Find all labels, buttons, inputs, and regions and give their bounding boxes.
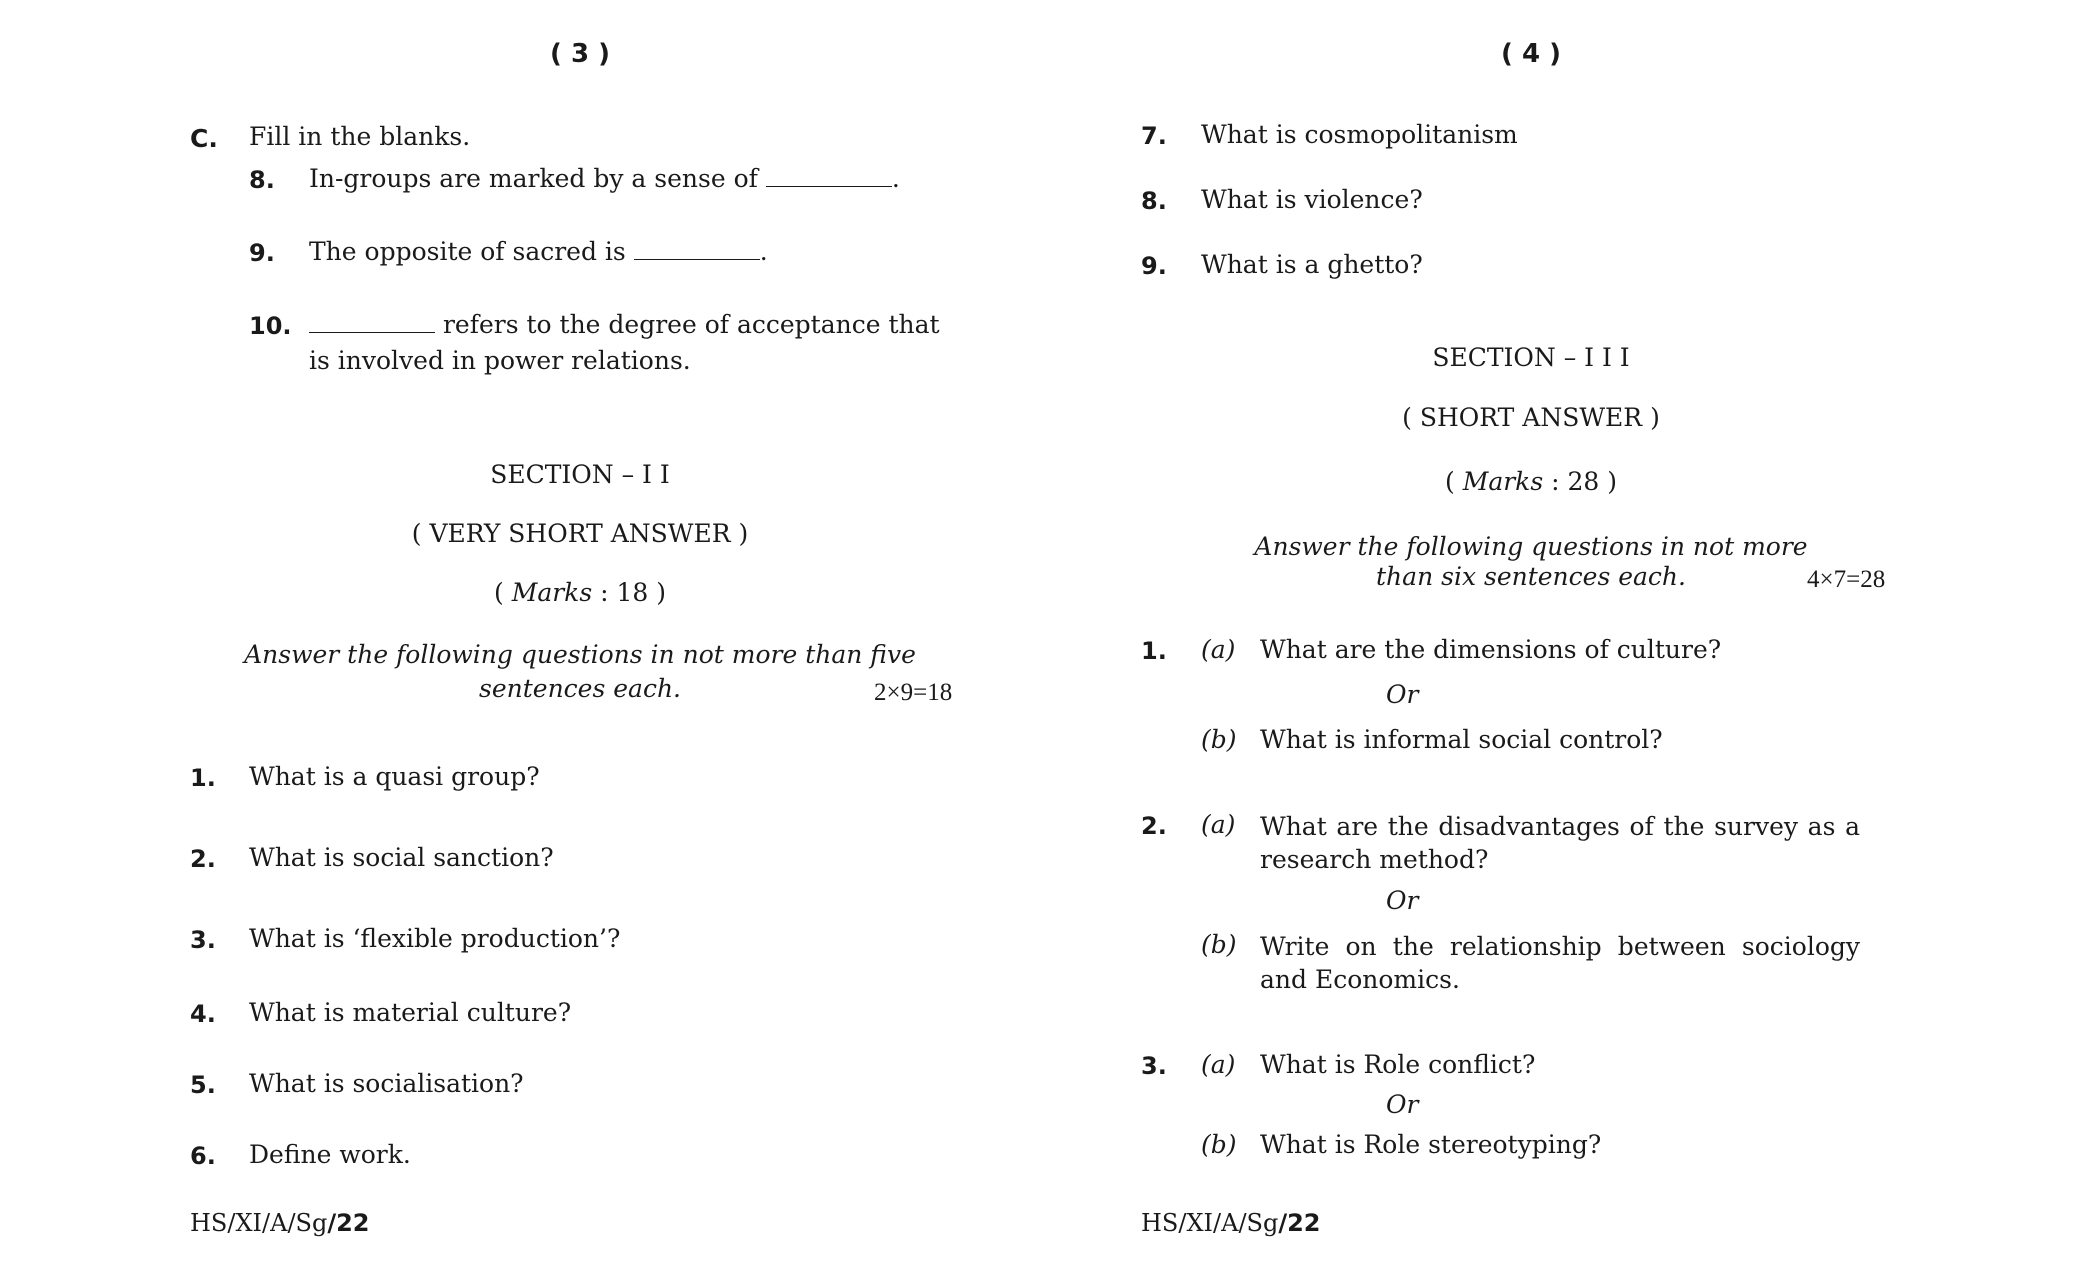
or-label: Or	[1386, 680, 1419, 709]
option-text: What is informal social control?	[1260, 725, 1663, 754]
instruction-line: Answer the following questions in not more	[1254, 532, 1808, 561]
blank-line	[634, 258, 760, 260]
blank-line	[766, 185, 892, 187]
question-text: What is social sanction?	[249, 843, 554, 872]
section-heading: SECTION – I I I	[1432, 343, 1630, 372]
fill-item-number: 8.	[249, 166, 275, 194]
question-text: What is a quasi group?	[249, 762, 540, 791]
question-number: 4.	[190, 1000, 216, 1028]
fill-item-text-before: In-groups are marked by a sense of	[309, 164, 758, 193]
marks-open: (	[494, 578, 504, 607]
footer-code-suffix: /22	[1278, 1209, 1321, 1237]
section-subheading: ( SHORT ANSWER )	[1402, 403, 1660, 432]
marks-formula: 4×7=28	[1807, 566, 1886, 593]
option-label: (a)	[1201, 810, 1236, 839]
question-number: 1.	[190, 764, 216, 792]
fill-item-line2: is involved in power relations.	[309, 346, 691, 375]
option-label: (b)	[1201, 725, 1237, 754]
page-number: ( 3 )	[550, 39, 610, 69]
option-text: What are the dimensions of culture?	[1260, 635, 1722, 664]
fill-item-text	[309, 237, 768, 266]
instruction-line: than six sentences each.	[1376, 562, 1686, 591]
section-marks	[380, 578, 780, 607]
section-c-title: Fill in the blanks.	[249, 122, 471, 151]
marks-value: : 18 )	[600, 578, 666, 607]
question-text: What is ‘flexible production’?	[249, 924, 621, 953]
fill-item-number: 9.	[249, 239, 275, 267]
footer-code	[190, 1209, 370, 1237]
fill-item-text-before: The opposite of sacred is	[309, 237, 626, 266]
section-c-label: C.	[190, 124, 218, 153]
option-label: (a)	[1201, 635, 1236, 664]
option-label: (a)	[1201, 1050, 1236, 1079]
question-number: 7.	[1141, 122, 1167, 150]
question-number: 2.	[190, 845, 216, 873]
question-number: 8.	[1141, 187, 1167, 215]
question-number: 1.	[1141, 637, 1167, 665]
question-text: What is violence?	[1201, 185, 1423, 214]
question-number: 9.	[1141, 252, 1167, 280]
instruction-line: Answer the following questions in not more than five	[244, 640, 916, 669]
blank-line	[309, 331, 435, 333]
marks-formula: 2×9=18	[874, 679, 953, 706]
fill-item-text	[309, 164, 900, 193]
fill-item-text-after: .	[891, 164, 900, 193]
section-subheading: ( VERY SHORT ANSWER )	[411, 519, 749, 548]
footer-code-text: HS/XI/A/Sg	[1141, 1209, 1279, 1237]
question-number: 6.	[190, 1142, 216, 1170]
or-label: Or	[1386, 886, 1419, 915]
fill-item-text-after: .	[759, 237, 768, 266]
question-text: Define work.	[249, 1140, 411, 1169]
section-marks	[1331, 467, 1731, 496]
fill-item-line1: refers to the degree of acceptance that	[442, 310, 940, 339]
question-text: What is socialisation?	[249, 1069, 524, 1098]
question-number: 3.	[190, 926, 216, 954]
option-label: (b)	[1201, 930, 1237, 959]
page-number: ( 4 )	[1501, 39, 1561, 69]
option-text: What is Role stereotyping?	[1260, 1130, 1602, 1159]
marks-label: Marks	[511, 578, 593, 607]
footer-code	[1141, 1209, 1321, 1237]
question-number: 5.	[190, 1071, 216, 1099]
option-text: What is Role conflict?	[1260, 1050, 1536, 1079]
marks-label: Marks	[1462, 467, 1544, 496]
question-text: What is material culture?	[249, 998, 572, 1027]
instruction-line: sentences each.	[479, 674, 681, 703]
marks-open: (	[1445, 467, 1455, 496]
question-number: 3.	[1141, 1052, 1167, 1080]
section-heading: SECTION – I I	[490, 460, 670, 489]
footer-code-suffix: /22	[327, 1209, 370, 1237]
question-number: 2.	[1141, 812, 1167, 840]
question-text: What is a ghetto?	[1201, 250, 1423, 279]
footer-code-text: HS/XI/A/Sg	[190, 1209, 328, 1237]
fill-item-number: 10.	[249, 312, 292, 340]
marks-value: : 28 )	[1551, 467, 1617, 496]
option-text: Write on the relationship between sociology and Economics.	[1260, 932, 1860, 994]
question-text: What is cosmopolitanism	[1201, 120, 1518, 149]
option-label: (b)	[1201, 1130, 1237, 1159]
fill-item-text	[309, 310, 940, 339]
or-label: Or	[1386, 1090, 1419, 1119]
option-text: What are the disadvantages of the survey as a research method?	[1260, 812, 1860, 874]
